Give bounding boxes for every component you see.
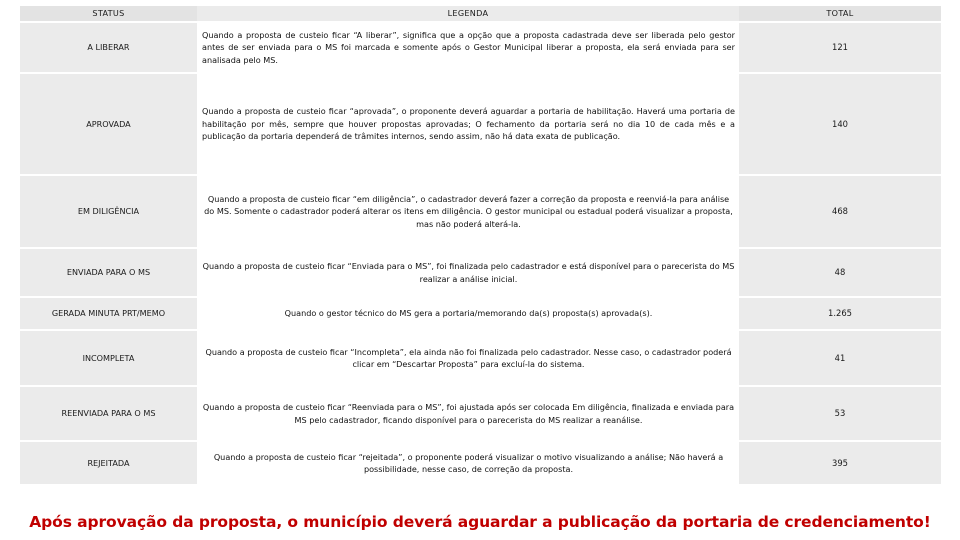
- column-header-legend: LEGENDA: [197, 5, 739, 22]
- legend-cell: Quando a proposta de custeio ficar “Reenviada para o MS”, foi ajustada após ser colocada Em diligência, finalizada e enviada para MS pelo cadastrador, ficando disponível para o parecerista do MS realizar a reanálise.: [197, 386, 739, 441]
- column-header-status: STATUS: [20, 5, 197, 22]
- table-row: [20, 248, 941, 297]
- legend-cell: Quando a proposta de custeio ficar “rejeitada”, o proponente poderá visualizar o motivo visualizando a análise; Não haverá a possibilidade, nesse caso, de correção da proposta.: [197, 441, 739, 484]
- status-cell: REENVIADA PARA O MS: [20, 386, 197, 441]
- status-cell: APROVADA: [20, 73, 197, 175]
- legend-cell: Quando a proposta de custeio ficar “aprovada”, o proponente deverá aguardar a portaria de habilitação. Haverá uma portaria de habilitação por mês, sempre que houver propostas aprovadas; O fechamento da portaria será no dia 10 de cada mês e a publicação da portaria dependerá de trâmites internos, sendo assim, não há data exata de publicação.: [197, 73, 739, 175]
- table-row: [20, 330, 941, 386]
- status-cell: ENVIADA PARA O MS: [20, 248, 197, 297]
- total-cell: 48: [739, 248, 941, 297]
- status-table: [20, 4, 941, 484]
- legend-cell: Quando a proposta de custeio ficar “em diligência”, o cadastrador deverá fazer a correção da proposta e reenviá-la para análise do MS. Somente o cadastrador poderá alterar os itens em diligência. O gestor municipal ou estadual poderá visualizar a proposta, mas não poderá alterá-la.: [197, 175, 739, 248]
- status-cell: A LIBERAR: [20, 22, 197, 73]
- table-row: [20, 441, 941, 484]
- legend-cell: Quando a proposta de custeio ficar “A liberar”, significa que a opção que a proposta cadastrada deve ser liberada pelo gestor antes de ser enviada para o MS foi marcada e somente após o Gestor Municipal liberar a proposta, ela será enviada para ser analisada pelo MS.: [197, 22, 739, 73]
- table-row: [20, 297, 941, 330]
- table-row: [20, 73, 941, 175]
- legend-cell: Quando a proposta de custeio ficar “Incompleta”, ela ainda não foi finalizada pelo cadastrador. Nesse caso, o cadastrador poderá clicar em “Descartar Proposta” para excluí-la do sistema.: [197, 330, 739, 386]
- table-row: [20, 175, 941, 248]
- table-row: [20, 386, 941, 441]
- total-cell: 41: [739, 330, 941, 386]
- total-cell: 1.265: [739, 297, 941, 330]
- column-header-total: TOTAL: [739, 5, 941, 22]
- table-row: [20, 22, 941, 73]
- status-cell: REJEITADA: [20, 441, 197, 484]
- legend-cell: Quando o gestor técnico do MS gera a portaria/memorando da(s) proposta(s) aprovada(s).: [197, 297, 739, 330]
- status-cell: INCOMPLETA: [20, 330, 197, 386]
- legend-cell: Quando a proposta de custeio ficar “Enviada para o MS”, foi finalizada pelo cadastrador e está disponível para o parecerista do MS realizar a análise inicial.: [197, 248, 739, 297]
- total-cell: 468: [739, 175, 941, 248]
- total-cell: 121: [739, 22, 941, 73]
- status-cell: GERADA MINUTA PRT/MEMO: [20, 297, 197, 330]
- table-header-row: [20, 5, 941, 22]
- total-cell: 53: [739, 386, 941, 441]
- approval-note: Após aprovação da proposta, o município deverá aguardar a publicação da portaria de credenciamento!: [29, 513, 931, 531]
- status-cell: EM DILIGÊNCIA: [20, 175, 197, 248]
- total-cell: 140: [739, 73, 941, 175]
- total-cell: 395: [739, 441, 941, 484]
